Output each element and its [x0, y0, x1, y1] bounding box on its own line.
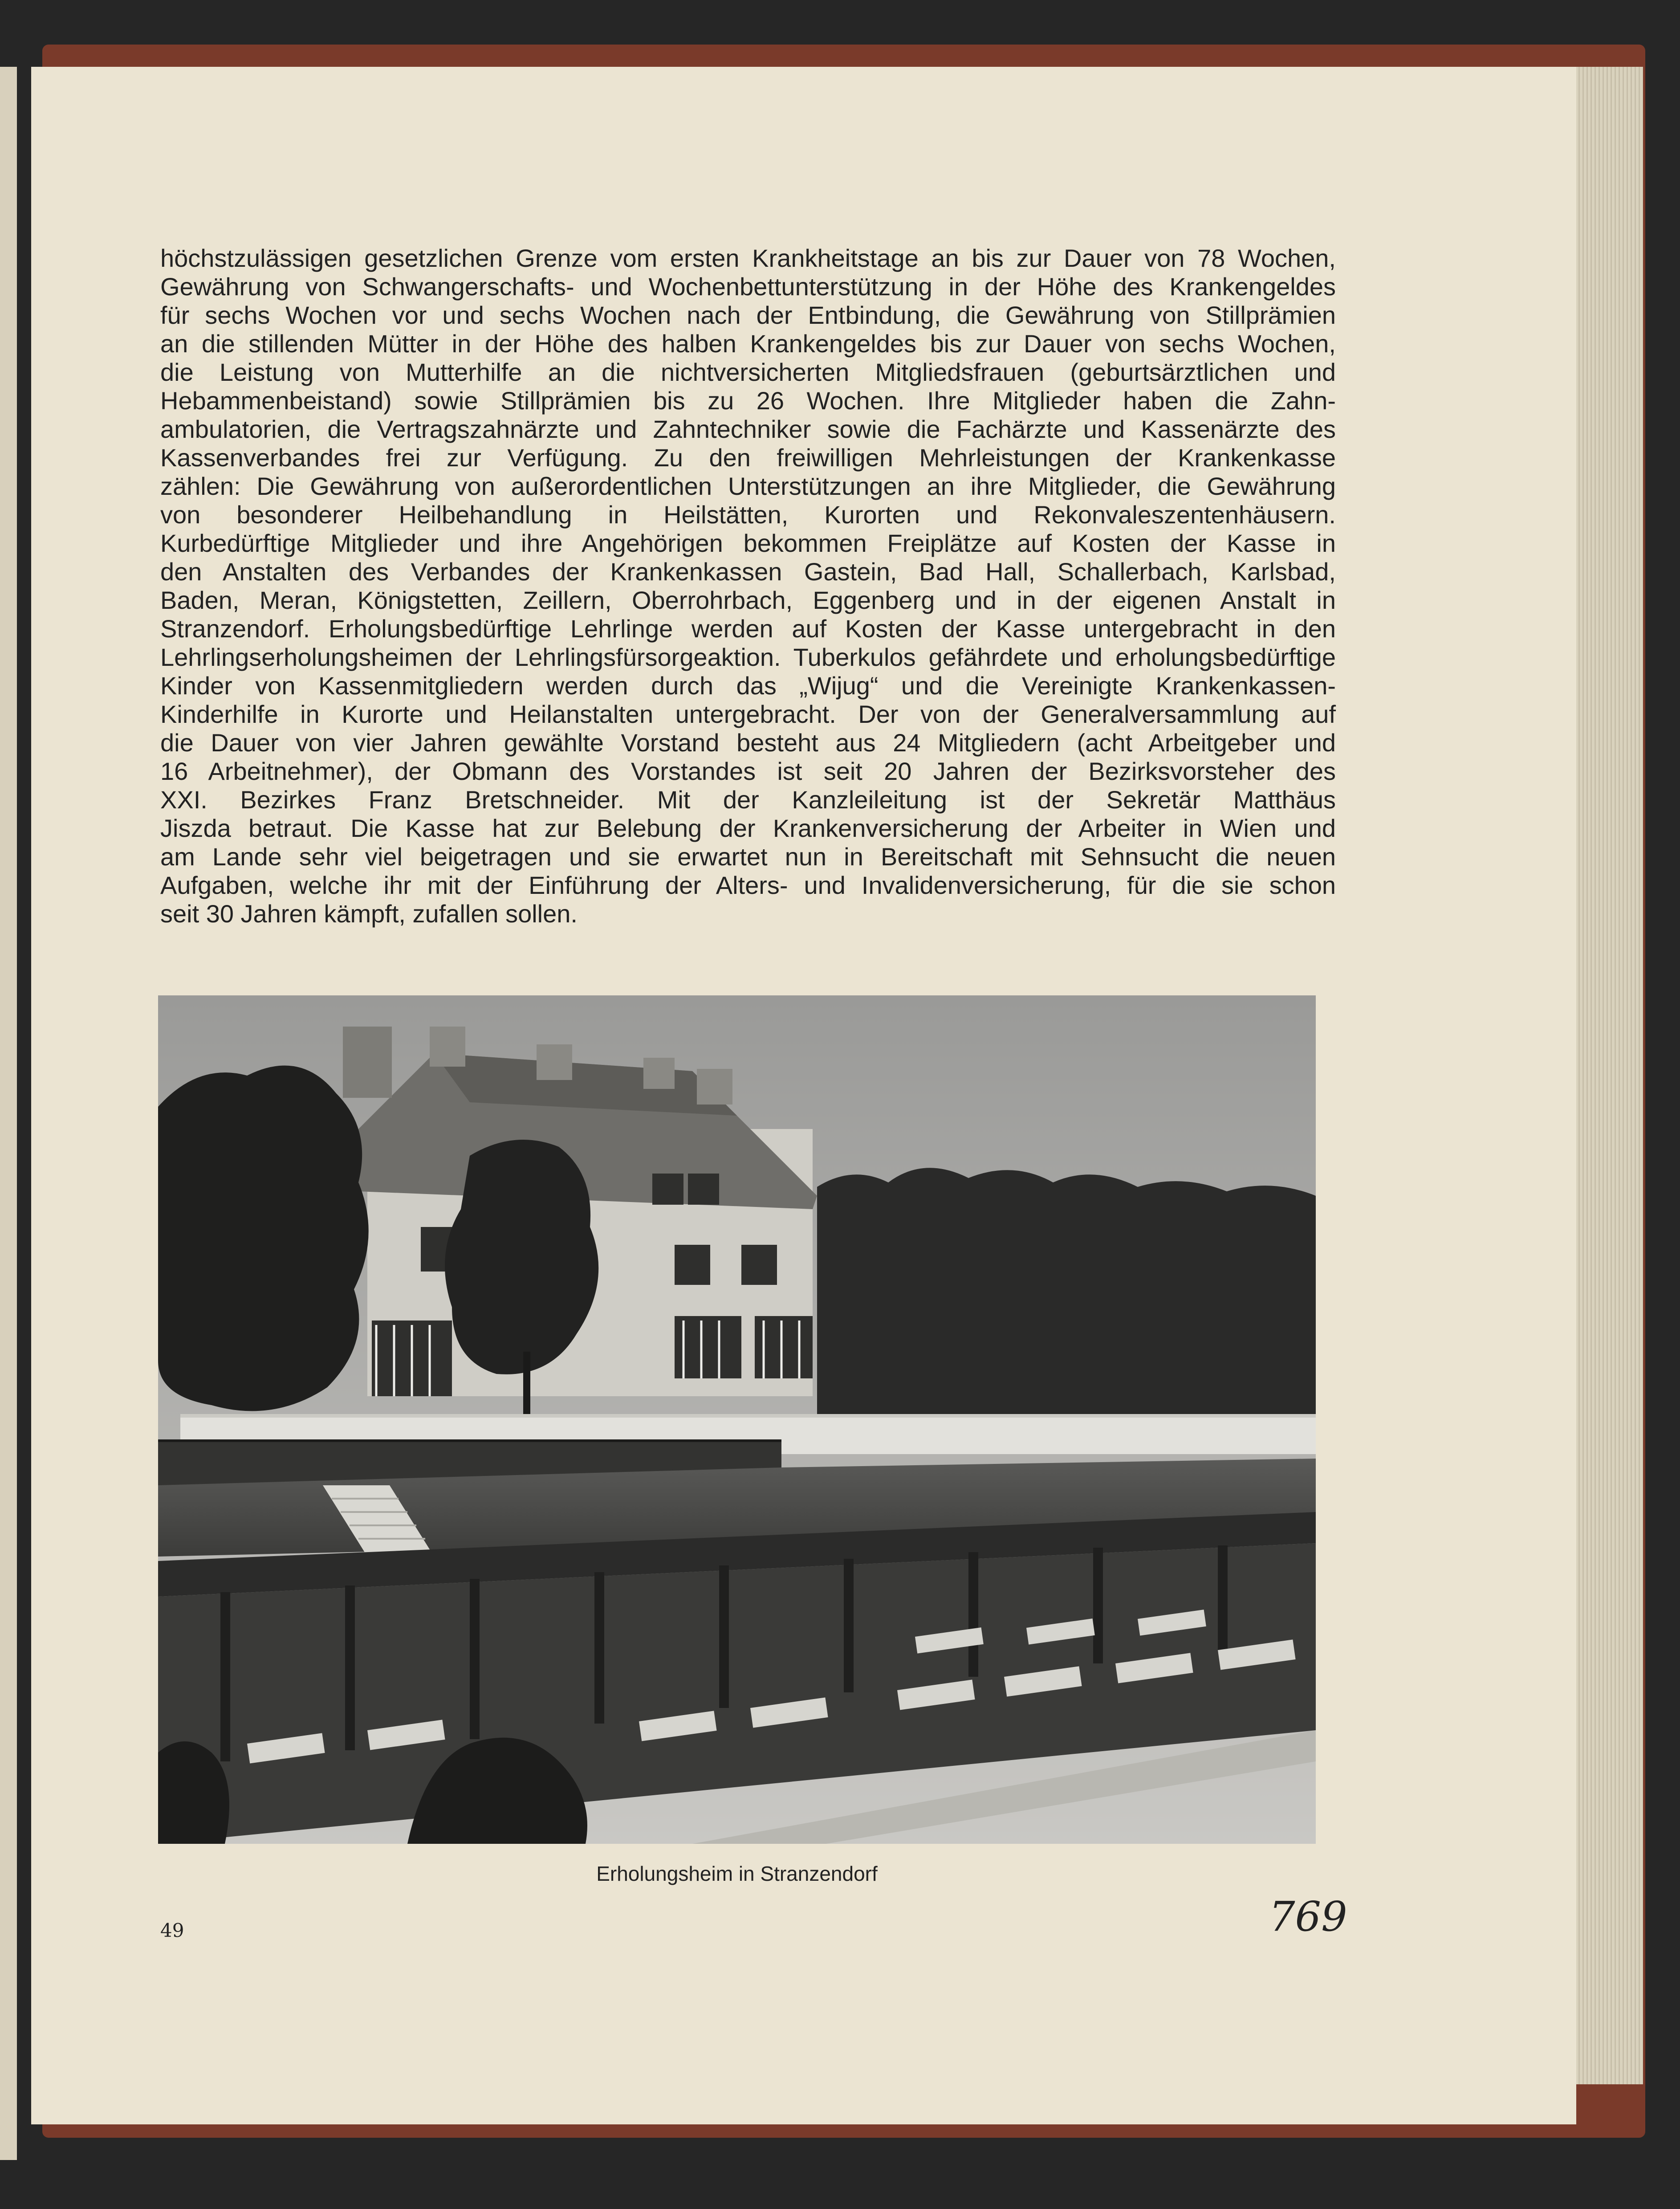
- text-line: Kinderhilfe in Kurorte und Heilanstalten untergebracht. Der von der Generalversammlung auf: [160, 700, 1336, 728]
- text-line: Gewährung von Schwangerschafts- und Wochenbettunterstützung in der Höhe des Krankengeldes: [160, 273, 1336, 301]
- text-line: XXI. Bezirkes Franz Bretschneider. Mit der Kanzleileitung ist der Sekretär Matthäus: [160, 786, 1336, 814]
- photo-illustration: [158, 995, 1316, 1844]
- text-line: an die stillenden Mütter in der Höhe des halben Krankengeldes bis zur Dauer von sechs Wochen,: [160, 330, 1336, 358]
- text-line: seit 30 Jahren kämpft, zufallen sollen.: [160, 900, 578, 928]
- text-line: höchstzulässigen gesetzlichen Grenze vom ersten Krankheitstage an bis zur Dauer von 78 Wochen,: [160, 244, 1336, 272]
- photo-caption: Erholungsheim in Stranzendorf: [596, 1862, 878, 1885]
- text-line: die Leistung von Mutterhilfe an die nichtversicherten Mitgliedsfrauen (geburtsärztlichen und: [160, 358, 1336, 386]
- text-line: für sechs Wochen vor und sechs Wochen nach der Entbindung, die Gewährung von Stillprämien: [160, 301, 1336, 329]
- photograph-erholungsheim: [158, 995, 1316, 1844]
- facing-page-edge: [0, 67, 17, 2160]
- text-line: 16 Arbeitnehmer), der Obmann des Vorstandes ist seit 20 Jahren der Bezirksvorsteher des: [160, 757, 1336, 785]
- text-line: den Anstalten des Verbandes der Krankenkassen Gastein, Bad Hall, Schallerbach, Karlsbad,: [160, 558, 1336, 586]
- text-line: Aufgaben, welche ihr mit der Einführung der Alters- und Invalidenversicherung, für die sie schon: [160, 871, 1336, 899]
- text-line: Hebammenbeistand) sowie Stillprämien bis zu 26 Wochen. Ihre Mitglieder haben die Zahn-: [160, 387, 1336, 415]
- text-line: von besonderer Heilbehandlung in Heilstätten, Kurorten und Rekonvaleszentenhäusern.: [160, 501, 1336, 529]
- text-line: Baden, Meran, Königstetten, Zeillern, Oberrohrbach, Eggenberg und in der eigenen Anstalt in: [160, 586, 1336, 614]
- page-number: 769: [1269, 1893, 1347, 1940]
- text-line: Kurbedürftige Mitglieder und ihre Angehörigen bekommen Freiplätze auf Kosten der Kasse in: [160, 529, 1336, 557]
- body-text: [160, 244, 1336, 928]
- text-line: Kassenverbandes frei zur Verfügung. Zu den freiwilligen Mehrleistungen der Krankenkasse: [160, 444, 1336, 472]
- text-line: Jiszda betraut. Die Kasse hat zur Belebung der Krankenversicherung der Arbeiter in Wien und: [160, 814, 1336, 842]
- text-line: zählen: Die Gewährung von außerordentlichen Unterstützungen an ihre Mitglieder, die Gewährung: [160, 472, 1336, 500]
- text-line: Lehrlingserholungsheimen der Lehrlingsfürsorgeaktion. Tuberkulos gefährdete und erholungsbedürftige: [160, 643, 1336, 671]
- text-line: die Dauer von vier Jahren gewählte Vorstand besteht aus 24 Mitgliedern (acht Arbeitgeber und: [160, 729, 1336, 757]
- text-line: Kinder von Kassenmitgliedern werden durch das „Wijug“ und die Vereinigte Krankenkassen-: [160, 672, 1336, 700]
- text-line: Stranzendorf. Erholungsbedürftige Lehrlinge werden auf Kosten der Kasse untergebracht in den: [160, 615, 1336, 643]
- signature-mark: 49: [160, 1920, 184, 1941]
- text-line: ambulatorien, die Vertragszahnärzte und Zahntechniker sowie die Fachärzte und Kassenärzte des: [160, 415, 1336, 443]
- text-line: am Lande sehr viel beigetragen und sie erwartet nun in Bereitschaft mit Sehnsucht die neuen: [160, 843, 1336, 871]
- page-block-edges: [1576, 67, 1643, 2084]
